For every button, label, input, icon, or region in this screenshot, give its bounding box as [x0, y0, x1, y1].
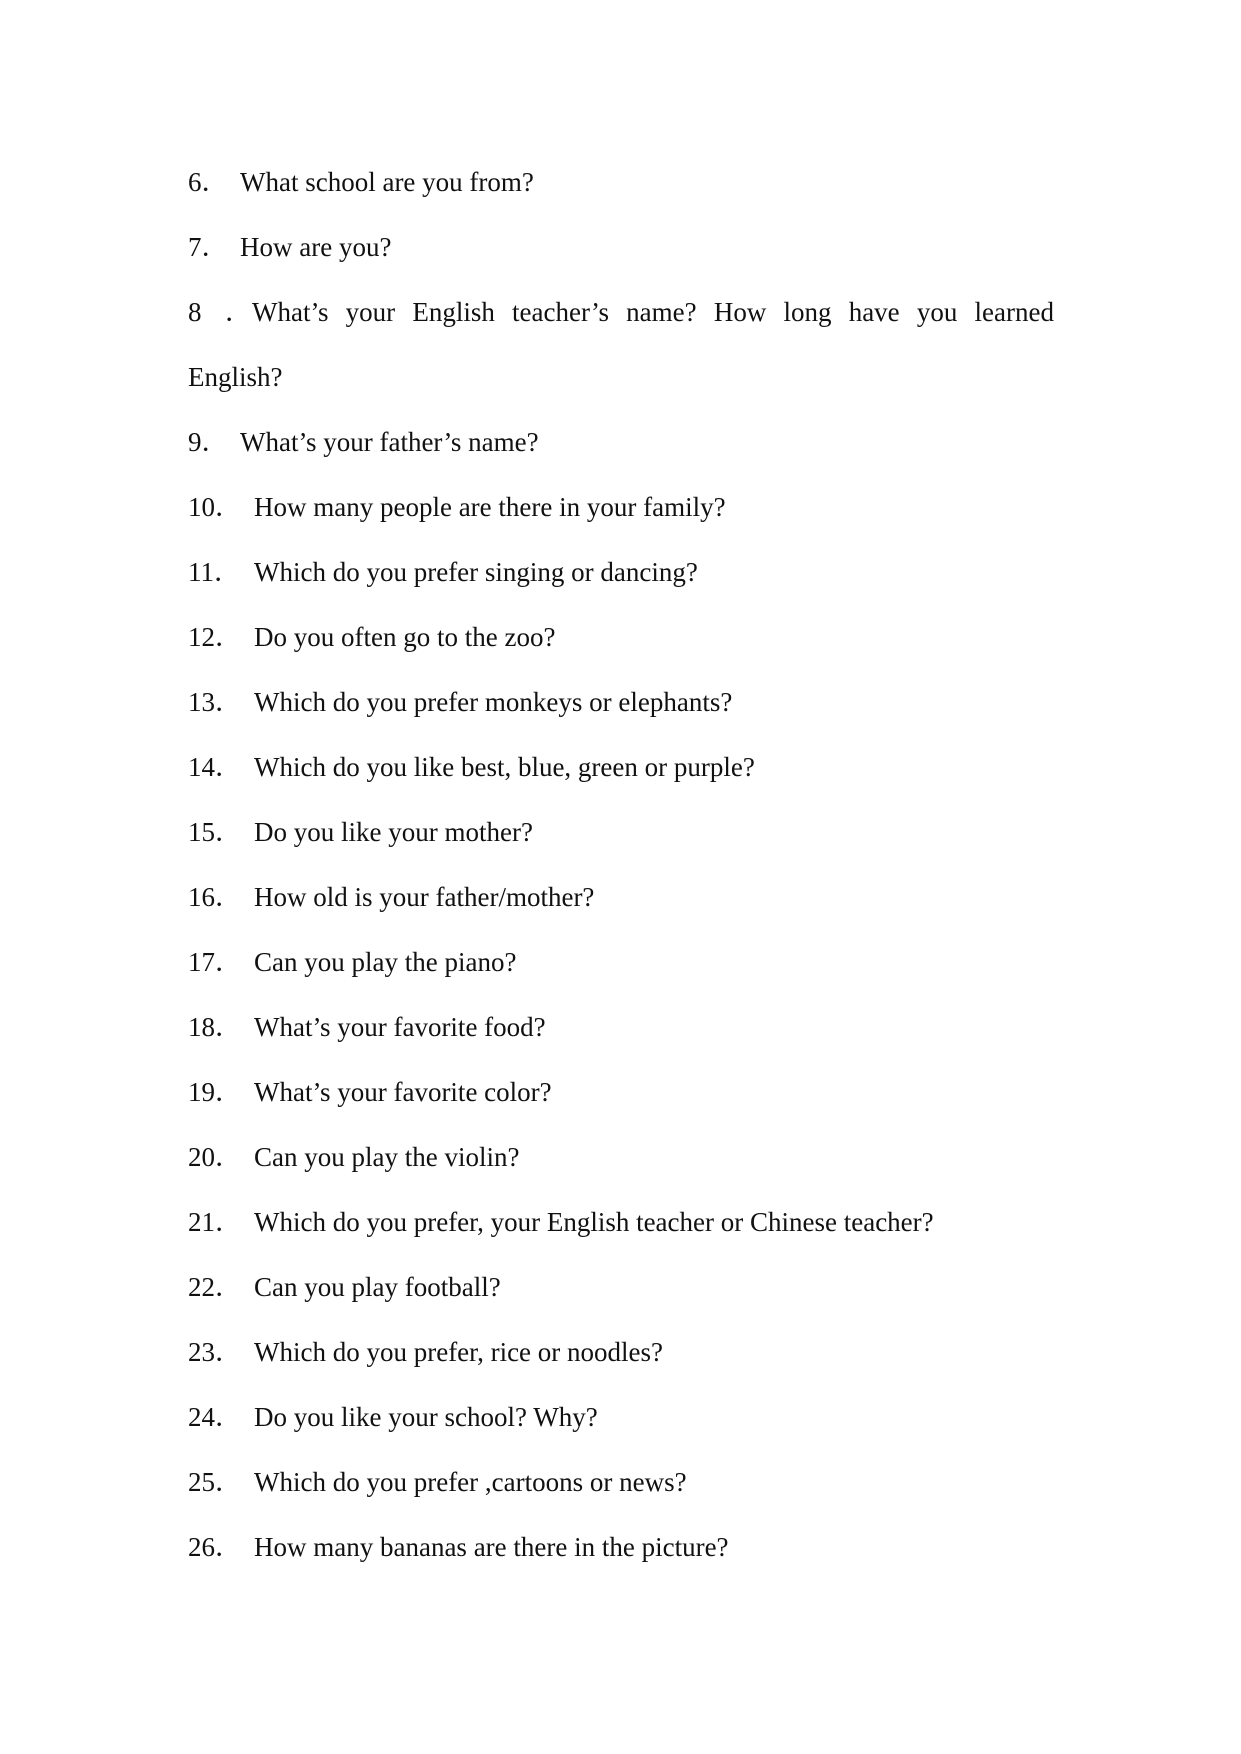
question-number: 16．	[188, 882, 242, 912]
question-text: Which do you prefer singing or dancing?	[254, 557, 698, 587]
question-text: Do you often go to the zoo?	[254, 622, 556, 652]
question-18	[188, 1010, 546, 1044]
question-15	[188, 815, 533, 849]
question-13	[188, 685, 732, 719]
question-text: Which do you like best, blue, green or purple?	[254, 752, 755, 782]
question-number: 10．	[188, 492, 242, 522]
question-20	[188, 1140, 519, 1174]
question-number: 20．	[188, 1142, 242, 1172]
question-number: 6．	[188, 167, 229, 197]
question-text: Can you play the violin?	[254, 1142, 520, 1172]
question-text: Which do you prefer monkeys or elephants?	[254, 687, 733, 717]
question-number: 8．	[188, 297, 252, 327]
question-number: 24．	[188, 1402, 242, 1432]
question-number: 23．	[188, 1337, 242, 1367]
question-number: 12．	[188, 622, 242, 652]
question-24	[188, 1400, 598, 1434]
question-19	[188, 1075, 552, 1109]
question-number: 22．	[188, 1272, 242, 1302]
question-text: Do you like your mother?	[254, 817, 533, 847]
question-text: Which do you prefer, rice or noodles?	[254, 1337, 664, 1367]
question-text: Can you play the piano?	[254, 947, 517, 977]
question-text: How many people are there in your family?	[254, 492, 726, 522]
question-21	[188, 1205, 934, 1239]
question-text: How are you?	[240, 232, 392, 262]
question-8	[188, 295, 1054, 329]
question-number: 13．	[188, 687, 242, 717]
question-17	[188, 945, 516, 979]
question-16	[188, 880, 594, 914]
question-10	[188, 490, 726, 524]
question-6	[188, 165, 534, 199]
question-text: What’s your favorite color?	[254, 1077, 552, 1107]
question-text: How old is your father/mother?	[254, 882, 595, 912]
question-number: 7．	[188, 232, 229, 262]
question-14	[188, 750, 755, 784]
question-number: 9．	[188, 427, 229, 457]
question-8-continuation	[188, 360, 283, 394]
question-text: What’s your English teacher’s name? How long have you learned	[252, 297, 1054, 327]
question-number: 19．	[188, 1077, 242, 1107]
question-25	[188, 1465, 687, 1499]
question-number: 11．	[188, 557, 241, 587]
question-text: What’s your father’s name?	[240, 427, 539, 457]
question-22	[188, 1270, 501, 1304]
question-number: 14．	[188, 752, 242, 782]
question-7	[188, 230, 391, 264]
question-text: How many bananas are there in the picture?	[254, 1532, 729, 1562]
question-text: What school are you from?	[240, 167, 534, 197]
question-number: 25．	[188, 1467, 242, 1497]
question-text: Do you like your school? Why?	[254, 1402, 598, 1432]
question-text: Which do you prefer, your English teacher or Chinese teacher?	[254, 1207, 934, 1237]
question-26	[188, 1530, 729, 1564]
question-text-continuation: English?	[188, 362, 283, 392]
question-text: Can you play football?	[254, 1272, 501, 1302]
question-number: 26．	[188, 1532, 242, 1562]
question-text: What’s your favorite food?	[254, 1012, 546, 1042]
question-number: 21．	[188, 1207, 242, 1237]
question-9	[188, 425, 539, 459]
question-text: Which do you prefer ,cartoons or news?	[254, 1467, 687, 1497]
question-11	[188, 555, 698, 589]
question-number: 18．	[188, 1012, 242, 1042]
question-12	[188, 620, 555, 654]
question-number: 15．	[188, 817, 242, 847]
question-number: 17．	[188, 947, 242, 977]
question-23	[188, 1335, 663, 1369]
